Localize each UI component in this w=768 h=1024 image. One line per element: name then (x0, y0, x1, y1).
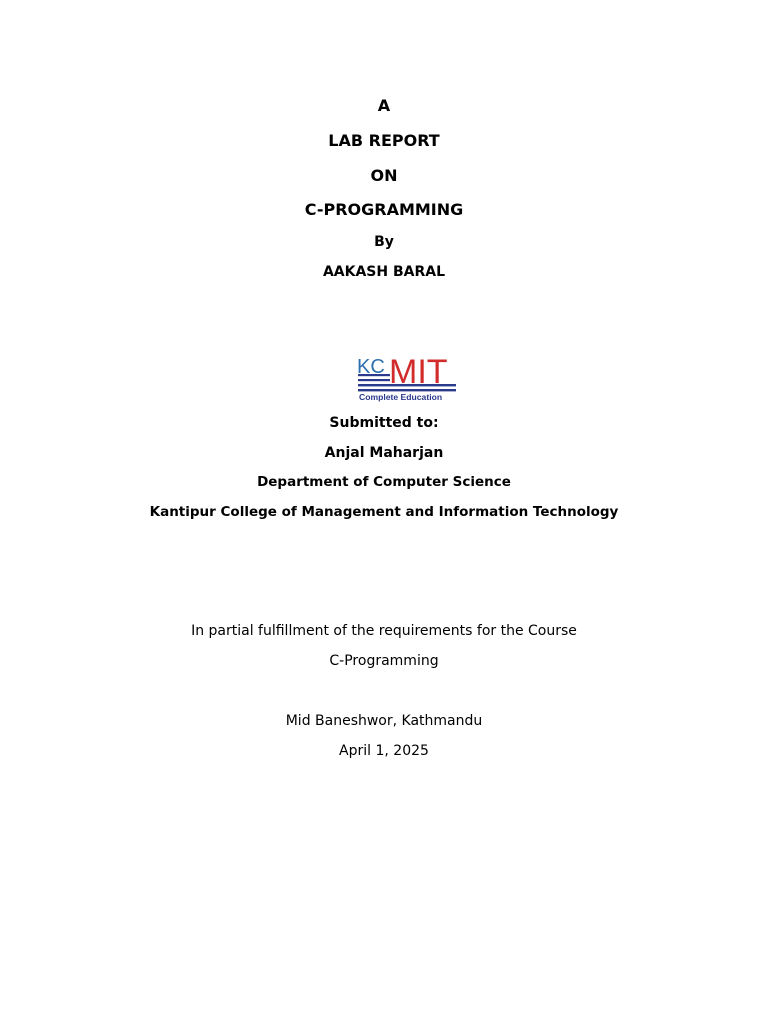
title-line-subject: C-PROGRAMMING (304, 200, 464, 219)
author-name: AAKASH BARAL (322, 264, 446, 280)
location: Mid Baneshwor, Kathmandu (285, 713, 483, 729)
title-line-on: ON (370, 166, 398, 185)
logo-prefix: KC (357, 356, 385, 378)
supervisor-name: Anjal Maharjan (324, 445, 444, 461)
college-logo (356, 353, 458, 403)
logo-tagline: Complete Education (359, 392, 443, 402)
submission-date: April 1, 2025 (339, 743, 429, 759)
submitted-to-label: Submitted to: (329, 415, 439, 431)
title-line-a: A (377, 96, 391, 115)
course-name: C-Programming (329, 653, 439, 669)
fulfillment-statement: In partial fulfillment of the requirements for the Course (191, 623, 577, 639)
logo-main: MIT (389, 353, 448, 391)
byline-label: By (374, 234, 394, 250)
title-line-lab-report: LAB REPORT (328, 131, 440, 150)
college-name: Kantipur College of Management and Information Technology (149, 504, 619, 520)
logo-stripe (358, 379, 390, 381)
department-name: Department of Computer Science (257, 474, 511, 490)
